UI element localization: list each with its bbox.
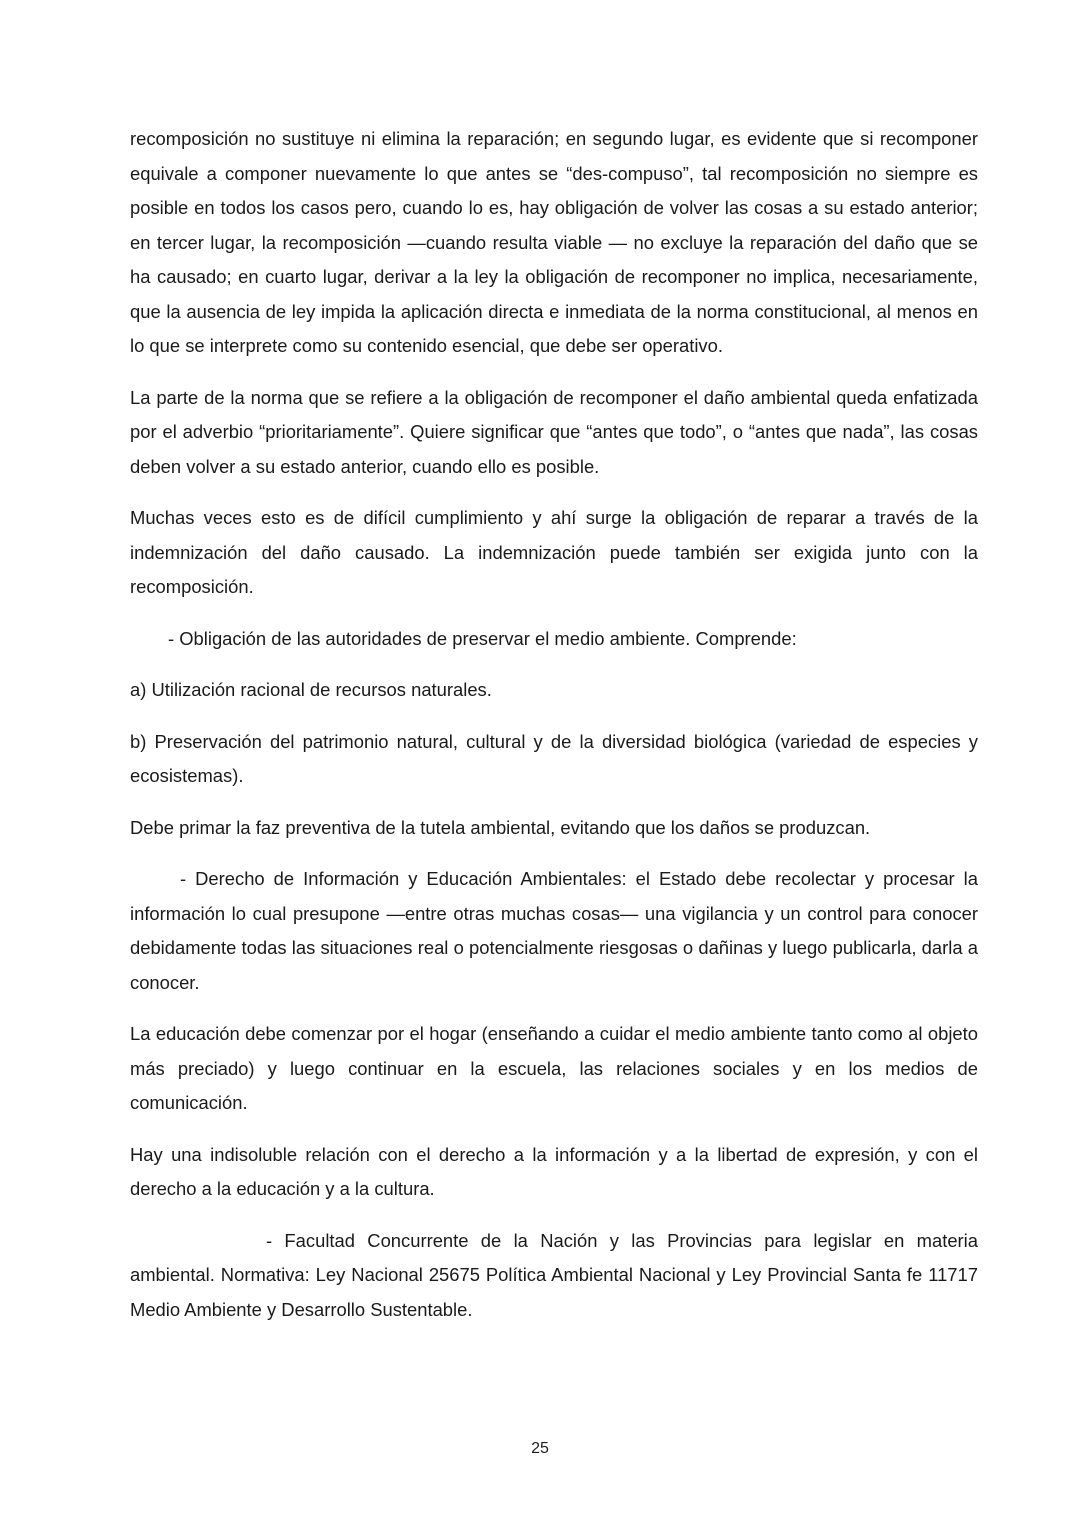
list-heading-obligacion-autoridades: - Obligación de las autoridades de preservar el medio ambiente. Comprende: xyxy=(168,627,797,649)
body-text xyxy=(130,122,978,1344)
list-heading-derecho-informacion: - Derecho de Información y Educación Ambientales: el Estado debe recolectar y procesar la información lo cual presupone —entre otras muchas cosas— una vigilancia y un control para conocer debidamente todas las situaciones real o potencialmente riesgosas o dañinas y luego publicarla, darla a conocer. xyxy=(130,868,978,993)
paragraph-indemnizacion: Muchas veces esto es de difícil cumplimiento y ahí surge la obligación de reparar a través de la indemnización del daño causado. La indemnización puede también ser exigida junto con la recomposición. xyxy=(130,507,978,597)
list-item-b: b) Preservación del patrimonio natural, cultural y de la diversidad biológica (variedad de especies y ecosistemas). xyxy=(130,730,978,786)
paragraph-faz-preventiva: Debe primar la faz preventiva de la tutela ambiental, evitando que los daños se produzcan. xyxy=(130,816,871,838)
paragraph-relacion-derechos: Hay una indisoluble relación con el derecho a la información y a la libertad de expresión, y con el derecho a la educación y a la cultura. xyxy=(130,1143,978,1199)
page-number: 25 xyxy=(531,1440,549,1457)
list-item-a: a) Utilización racional de recursos naturales. xyxy=(130,679,492,700)
paragraph-educacion: La educación debe comenzar por el hogar (enseñando a cuidar el medio ambiente tanto como al objeto más preciado) y luego continuar en la escuela, las relaciones sociales y en los medios de comunicación. xyxy=(130,1023,978,1113)
list-heading-facultad-concurrente: - Facultad Concurrente de la Nación y las Provincias para legislar en materia ambiental. Normativa: Ley Nacional 25675 Política Ambiental Nacional y Ley Provincial Santa fe 11717 Medio Ambiente y Desarrollo Sustentable. xyxy=(130,1229,978,1320)
paragraph-prioritariamente: La parte de la norma que se refiere a la obligación de recomponer el daño ambiental queda enfatizada por el adverbio “prioritariamente”. Quiere significar que “antes que todo”, o “antes que nada”, las cosas deben volver a su estado anterior, cuando ello es posible. xyxy=(130,386,978,477)
paragraph-recomposicion: recomposición no sustituye ni elimina la reparación; en segundo lugar, es evidente que si recomponer equivale a componer nuevamente lo que antes se “des-compuso”, tal recomposición no siempre es posible en todos los casos pero, cuando lo es, hay obligación de volver las cosas a su estado anterior; en tercer lugar, la recomposición —cuando resulta viable — no excluye la reparación del daño que se ha causado; en cuarto lugar, derivar a la ley la obligación de recomponer no implica, necesariamente, que la ausencia de ley impida la aplicación directa e inmediata de la norma constitucional, al menos en lo que se interprete como su contenido esencial, que debe ser operativo. xyxy=(130,128,978,356)
